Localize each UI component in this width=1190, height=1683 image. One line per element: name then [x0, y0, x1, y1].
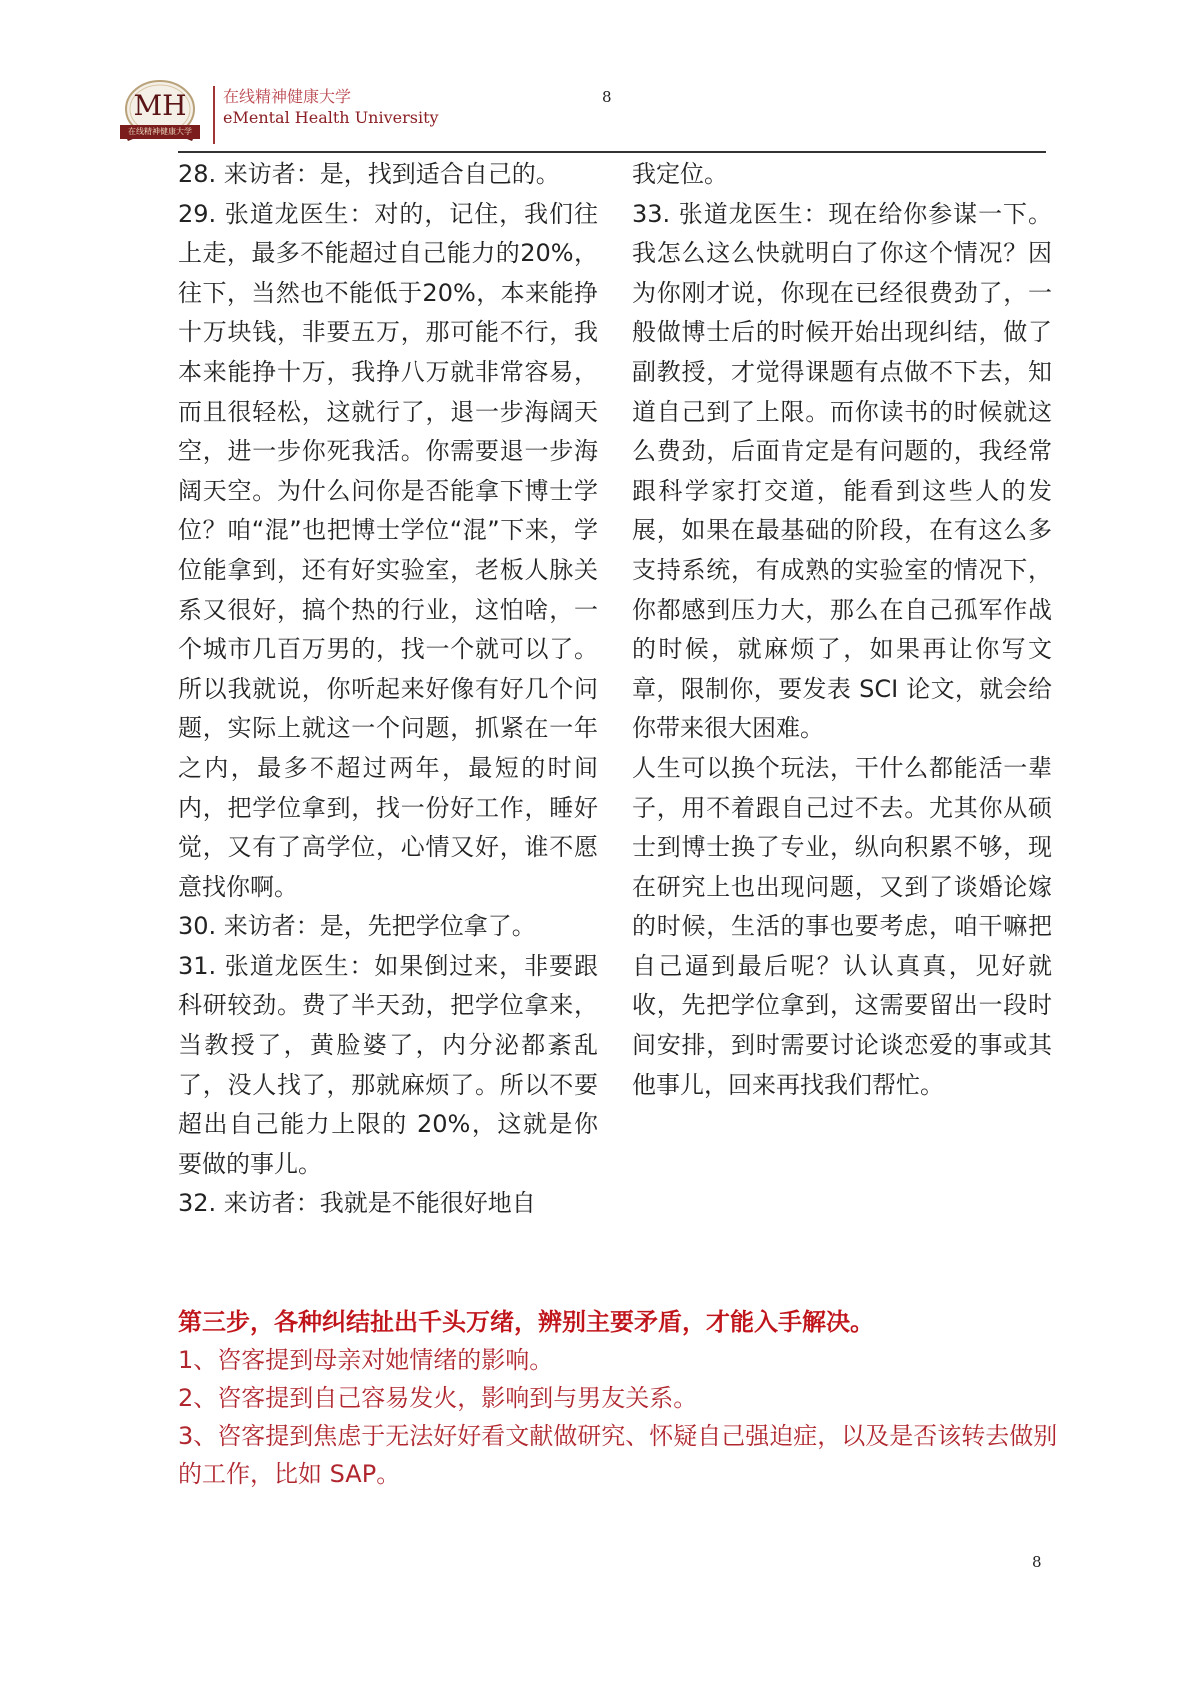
dialogue-line-33: 33. 张道龙医生：现在给你参谋一下。我怎么这么快就明白了你这个情况？因为你刚才说，你现在已经很费劲了，一般做博士后的时候开始出现纠结，做了副教授，才觉得课题有点做不下去，知道自己到了上限。而你读书的时候就这么费劲，后面肯定是有问题的，我经常跟科学家打交道，能看到这些人的发展，如果在最基础的阶段，在有这么多支持系统，有成熟的实验室的情况下，你都感到压力大，那么在自己孤军作战的时候，就麻烦了，如果再让你写文章，限制你，要发表 SCI 论文，就会给你带来很大困难。: [632, 199, 1052, 743]
university-name-chinese: 在线精神健康大学: [223, 87, 352, 106]
university-logo: [118, 79, 202, 147]
right-text-column: [632, 155, 1052, 1105]
university-name-english: eMental Health University: [223, 108, 439, 127]
section-heading: 第三步，各种纠结扯出千头万绪，辨别主要矛盾，才能入手解决。: [178, 1308, 874, 1336]
dialogue-line-32-continued: 我定位。: [632, 160, 728, 188]
dialogue-line-32: 32. 来访者：我就是不能很好地自: [178, 1189, 536, 1218]
step-three-section: [178, 1303, 1058, 1493]
header-rule: [178, 151, 1046, 153]
logo-monogram: MH: [133, 89, 187, 122]
section-item-3: 3、咨客提到焦虑于无法好好看文献做研究、怀疑自己强迫症，以及是否该转去做别的工作，比如 SAP。: [178, 1422, 1058, 1488]
header-divider: [213, 86, 215, 144]
dialogue-line-30: 30. 来访者：是，先把学位拿了。: [178, 912, 536, 941]
dialogue-line-33-paragraph-2: 人生可以换个玩法，干什么都能活一辈子，用不着跟自己过不去。尤其你从硕士到博士换了专业，纵向积累不够，现在研究上也出现问题，又到了谈婚论嫁的时候，生活的事也要考虑，咱干嘛把自己逼到最后呢？认认真真，见好就收，先把学位拿到，这需要留出一段时间安排，到时需要讨论谈恋爱的事或其他事儿，回来再找我们帮忙。: [632, 753, 1052, 1099]
logo-band-label: 在线精神健康大学: [120, 125, 200, 139]
section-item-1: 1、咨客提到母亲对她情绪的影响。: [178, 1346, 554, 1374]
dialogue-line-29: 29. 张道龙医生：对的，记住，我们往上走，最多不能超过自己能力的20%，往下，当然也不能低于20%，本来能挣十万块钱，非要五万，那可能不行，我本来能挣十万，我挣八万就非常容易，而且很轻松，这就行了，退一步海阔天空，进一步你死我活。你需要退一步海阔天空。为什么问你是否能拿下博士学位？咱“混”也把博士学位“混”下来，学位能拿到，还有好实验室，老板人脉关系又很好，搞个热的行业，这怕啥，一个城市几百万男的，找一个就可以了。所以我就说，你听起来好像有好几个问题，实际上就这一个问题，抓紧在一年之内，最多不超过两年，最短的时间内，把学位拿到，找一份好工作，睡好觉，又有了高学位，心情又好，谁不愿意找你啊。: [178, 199, 598, 901]
page-header: [0, 0, 1190, 160]
header-page-number: 8: [602, 88, 612, 106]
left-text-column: [178, 155, 598, 1224]
footer-page-number: 8: [1032, 1553, 1042, 1571]
section-item-2: 2、咨客提到自己容易发火，影响到与男友关系。: [178, 1384, 698, 1412]
dialogue-line-28: 28. 来访者：是，找到适合自己的。: [178, 160, 560, 188]
dialogue-line-31: 31. 张道龙医生：如果倒过来，非要跟科研较劲。费了半天劲，把学位拿来，当教授了，黄脸婆了，内分泌都紊乱了，没人找了，那就麻烦了。所以不要超出自己能力上限的 20%，这就是你要做的事儿。: [178, 951, 598, 1178]
